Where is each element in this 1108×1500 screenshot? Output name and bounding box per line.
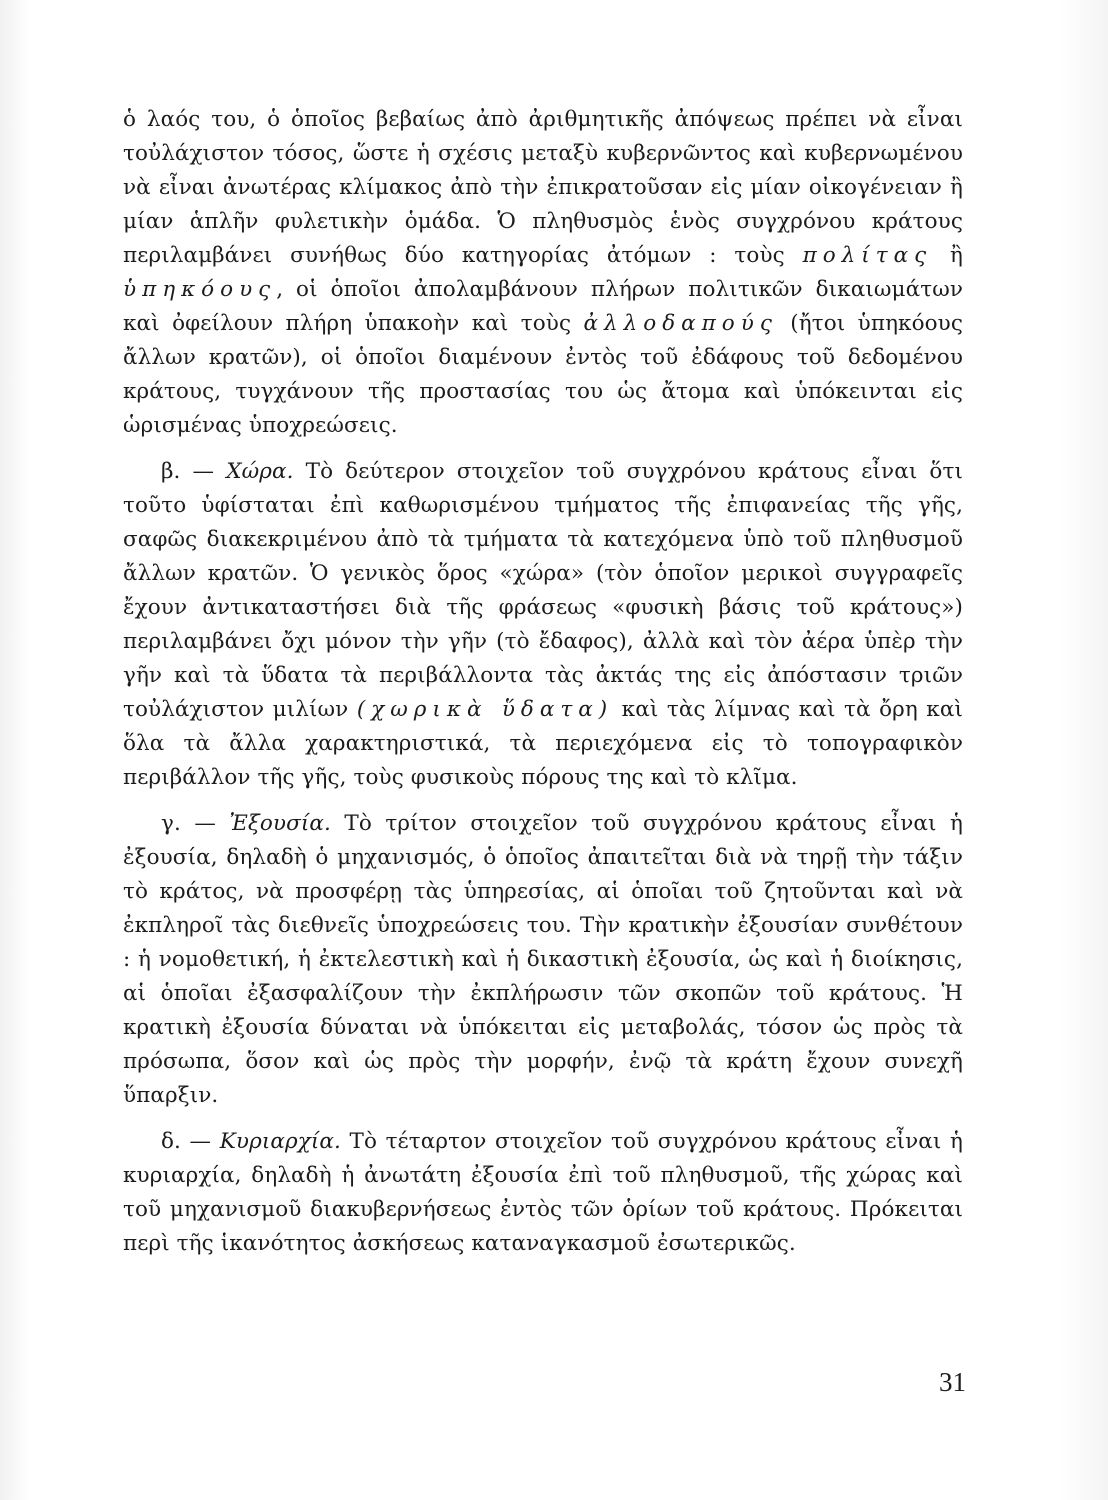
paragraph-authority bbox=[123, 807, 963, 1113]
section-heading: Χώρα. bbox=[226, 459, 294, 484]
section-label: δ. — bbox=[161, 1129, 220, 1154]
section-heading: Κυριαρχία. bbox=[219, 1129, 341, 1154]
text-run: καὶ τὰς λίμνας καὶ τὰ ὄρη καὶ ὅλα τὰ ἄλλα χαρακτηριστικά, τὰ περιεχόμενα εἰς τὸ τοπογραφικὸν περιβάλλον τῆς γῆς, τοὺς φυσικοὺς πόρους της καὶ τὸ κλῖμα. bbox=[123, 697, 963, 790]
section-label: γ. — bbox=[161, 811, 230, 836]
text-run: Τὸ τέταρτον στοιχεῖον τοῦ συγχρόνου κράτους εἶναι ἡ κυριαρχία, δηλαδὴ ἡ ἀνωτάτη ἐξουσία ἐπὶ τοῦ πληθυσμοῦ, τῆς χώρας καὶ τοῦ μηχανισμοῦ διακυβερνήσεως ἐντὸς τῶν ὁρίων τοῦ κράτους. Πρόκειται περὶ τῆς ἱκανότητος ἀσκήσεως καταναγκασμοῦ ἐσωτερικῶς. bbox=[123, 1129, 964, 1256]
spaced-term-territorial-waters: (χωρικὰ ὕδατα) bbox=[356, 697, 614, 722]
spaced-term-citizens: πολίτας bbox=[802, 243, 933, 268]
text-run: , οἱ ὁποῖοι ἀπολαμβάνουν πλήρων πολιτικῶν δικαιωμάτων καὶ ὀφείλουν πλήρη ὑπακοὴν καὶ τοὺς bbox=[123, 277, 963, 336]
text-run: Τὸ δεύτερον στοιχεῖον τοῦ συγχρόνου κράτους εἶναι ὅτι τοῦτο ὑφίσταται ἐπὶ καθωρισμένου τμήματος τῆς ἐπιφανείας τῆς γῆς, σαφῶς διακεκριμένου ἀπὸ τὰ τμήματα τὰ κατεχόμενα ὑπὸ τοῦ πληθυσμοῦ ἄλλων κρατῶν. Ὁ γενικὸς ὅρος «χώρα» (τὸν ὁποῖον μερικοὶ συγγραφεῖς ἔχουν ἀντικαταστήσει διὰ τῆς φράσεως «φυσικὴ βάσις τοῦ κράτους») περιλαμβάνει ὄχι μόνον τὴν γῆν (τὸ ἔδαφος), ἀλλὰ καὶ τὸν ἀέρα ὑπὲρ τὴν γῆν καὶ τὰ ὕδατα τὰ περιβάλλοντα τὰς ἀκτάς της εἰς ἀπόστασιν τριῶν τοὐλάχιστον μιλίων bbox=[123, 459, 964, 722]
text-run: ἢ bbox=[932, 243, 963, 268]
page-number: 31 bbox=[939, 1367, 966, 1397]
text-run: ὁ λαός του, ὁ ὁποῖος βεβαίως ἀπὸ ἀριθμητικῆς ἀπόψεως πρέπει νὰ εἶναι τοὐλάχιστον τόσος, ὥστε ἡ σχέσις μεταξὺ κυβερνῶντος καὶ κυβερνωμένου νὰ εἶναι ἀνωτέρας κλίμακος ἀπὸ τὴν ἐπικρατοῦσαν εἰς μίαν οἰκογένειαν ἢ μίαν ἁπλῆν φυλετικὴν ὁμάδα. Ὁ πληθυσμὸς ἑνὸς συγχρόνου κράτους περιλαμβάνει συνήθως δύο κατηγορίας ἀτόμων : τοὺς bbox=[123, 107, 963, 268]
paragraph-population bbox=[123, 103, 963, 443]
paragraph-territory bbox=[123, 455, 963, 795]
section-heading: Ἐξουσία. bbox=[229, 811, 331, 836]
text-run: (ἤτοι ὑπηκόους ἄλλων κρατῶν), οἱ ὁποῖοι διαμένουν ἐντὸς τοῦ ἐδάφους τοῦ δεδομένου κράτους, τυγχάνουν τῆς προστασίας του ὡς ἄτομα καὶ ὑπόκεινται εἰς ὡρισμένας ὑποχρεώσεις. bbox=[123, 311, 963, 438]
paragraph-sovereignty bbox=[123, 1125, 963, 1261]
section-label: β. — bbox=[161, 459, 227, 484]
text-run: Τὸ τρίτον στοιχεῖον τοῦ συγχρόνου κράτους εἶναι ἡ ἐξουσία, δηλαδὴ ὁ μηχανισμός, ὁ ὁποῖος ἀπαιτεῖται διὰ νὰ τηρῇ τὴν τάξιν τὸ κράτος, νὰ προσφέρῃ τὰς ὑπηρεσίας, αἱ ὁποῖαι τοῦ ζητοῦνται καὶ νὰ ἐκπληροῖ τὰς διεθνεῖς ὑποχρεώσεις του. Τὴν κρατικὴν ἐξουσίαν συνθέτουν : ἡ νομοθετική, ἡ ἐκτελεστικὴ καὶ ἡ δικαστικὴ ἐξουσία, ὡς καὶ ἡ διοίκησις, αἱ ὁποῖαι ἐξασφαλίζουν τὴν ἐκπλήρωσιν τῶν σκοπῶν τοῦ κράτους. Ἡ κρατικὴ ἐξουσία δύναται νὰ ὑπόκειται εἰς μεταβολάς, τόσον ὡς πρὸς τὰ πρόσωπα, ὅσον καὶ ὡς πρὸς τὴν μορφήν, ἐνῷ τὰ κράτη ἔχουν συνεχῆ ὕπαρξιν. bbox=[123, 811, 963, 1108]
body-text bbox=[123, 103, 963, 1273]
spaced-term-foreigners: ἀλλοδαπούς bbox=[583, 311, 778, 336]
spaced-term-subjects: ὑπηκόους bbox=[123, 277, 277, 302]
